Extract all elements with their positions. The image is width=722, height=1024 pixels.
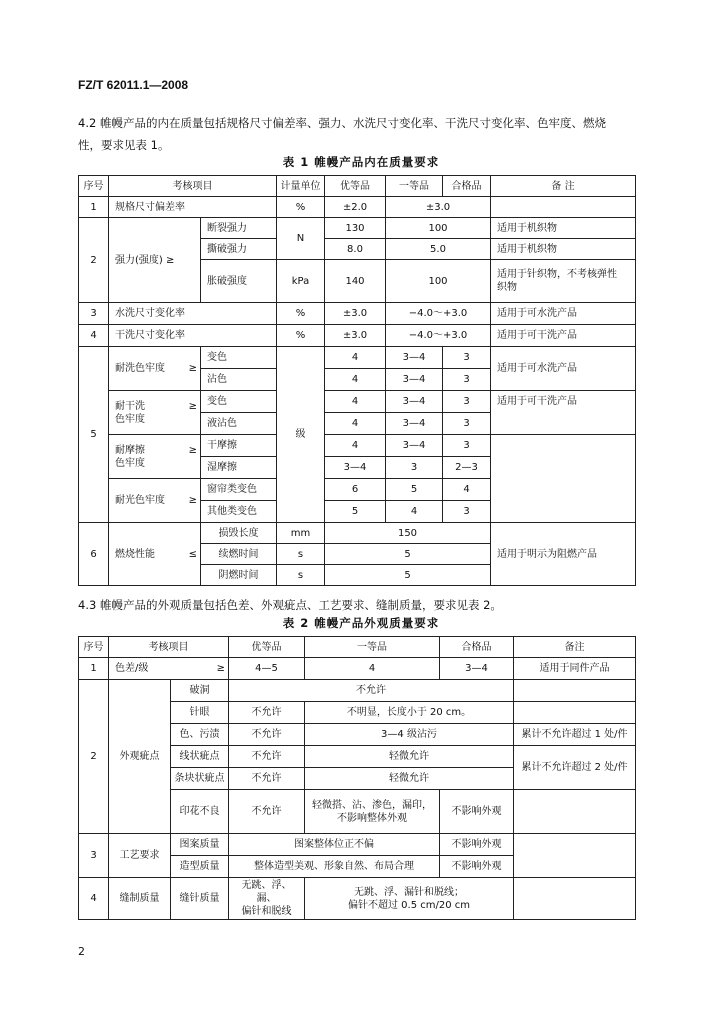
t1-r5-g4a: 窗帘类变色 <box>201 479 277 501</box>
t2-r4-fq-line2: 偏针不超过 0.5 cm/20 cm <box>347 899 470 911</box>
table-row <box>79 878 636 920</box>
t1-r5-g2a-qual: 3 <box>443 391 491 413</box>
t2-header-remark: 备注 <box>514 637 636 658</box>
t1-header-no: 序号 <box>79 176 109 197</box>
t2-r4-item: 缝制质量 <box>109 878 171 920</box>
table-1 <box>78 175 636 586</box>
t1-r2-a-superior: 130 <box>325 218 386 239</box>
t1-r5-g1b-first: 3—4 <box>386 369 443 391</box>
section-4-3-text: 4.3 帷幔产品的外观质量包括色差、外观疵点、工艺要求、缝制质量，要求见表 2。 <box>78 598 502 612</box>
t1-header-superior: 优等品 <box>325 176 386 197</box>
table-row <box>79 834 636 856</box>
table-row <box>79 303 636 325</box>
t1-r3-item: 水洗尺寸变化率 <box>109 303 277 325</box>
t1-r6-le: ≤ <box>188 548 197 560</box>
t2-r2-e-first-qualified: 轻微允许 <box>305 768 514 790</box>
t1-r2-b-remark: 适用于机织物 <box>491 239 636 260</box>
section-4-2-line1: 4.2 帷幔产品的内在质量包括规格尺寸偏差率、强力、水洗尺寸变化率、干洗尺寸变化率、色牢度、燃烧 <box>78 116 606 130</box>
t1-r5-g1 <box>109 347 201 391</box>
t1-r5-g1b: 沾色 <box>201 369 277 391</box>
t2-r2-b-superior: 不允许 <box>229 702 305 724</box>
t2-r1-no: 1 <box>79 658 109 680</box>
t1-r6-no: 6 <box>79 523 109 586</box>
t2-r2-f-remark <box>514 790 636 834</box>
t1-r5-g3a: 干摩擦 <box>201 435 277 457</box>
t1-r3-remark: 适用于可水洗产品 <box>491 303 636 325</box>
t2-r4-a: 缝针质量 <box>171 878 229 920</box>
t1-r5-g2-label-b: 色牢度 <box>115 413 145 425</box>
t2-r1-item <box>109 658 229 680</box>
t1-r5-g4b: 其他类变色 <box>201 501 277 523</box>
t2-r2-e-superior: 不允许 <box>229 768 305 790</box>
t1-r6-b: 续燃时间 <box>201 544 277 565</box>
t1-r5-g4-ge: ≥ <box>188 495 197 506</box>
page-number: 2 <box>78 945 85 958</box>
t1-r5-g4b-qual: 3 <box>443 501 491 523</box>
t1-r5-g2b: 液沾色 <box>201 413 277 435</box>
table-row <box>79 658 636 680</box>
t1-r5-g3b: 湿摩擦 <box>201 457 277 479</box>
t1-r5-g1b-sup: 4 <box>325 369 386 391</box>
t1-r6-item-label: 燃烧性能 <box>115 548 155 560</box>
table-row <box>79 680 636 702</box>
t1-r5-g1a-sup: 4 <box>325 347 386 369</box>
t1-r5-g3a-qual: 3 <box>443 435 491 457</box>
t1-r2-a-remark: 适用于机织物 <box>491 218 636 239</box>
t2-r1-first: 4 <box>305 658 440 680</box>
t1-r2-unit-kpa: kPa <box>277 260 325 303</box>
t2-r3-remark <box>514 834 636 878</box>
t2-r3-item: 工艺要求 <box>109 834 171 878</box>
t2-r2-f-first-line2: 不影响整体外观 <box>337 812 407 824</box>
t1-r3-superior: ±3.0 <box>325 303 386 325</box>
t1-r5-g2b-qual: 3 <box>443 413 491 435</box>
t2-r3-a-superior-first: 图案整体位正不偏 <box>229 834 440 856</box>
t2-r2-a-remark <box>514 680 636 702</box>
t2-r3-b-superior-first: 整体造型美观、形象自然、布局合理 <box>229 856 440 878</box>
t1-r5-g4-label: 耐光色牢度 <box>115 495 165 506</box>
t1-header-first: 一等品 <box>386 176 443 197</box>
t1-r1-superior: ±2.0 <box>325 197 386 218</box>
t1-r5-g2a-sup: 4 <box>325 391 386 413</box>
t1-r5-g2-ge: ≥ <box>188 400 197 412</box>
section-4-2-line2: 性，要求见表 1。 <box>78 138 170 152</box>
table-row <box>79 435 636 457</box>
t2-r2-no: 2 <box>79 680 109 834</box>
t2-r2-e: 条块状疵点 <box>171 768 229 790</box>
t2-header-superior: 优等品 <box>229 637 305 658</box>
t1-r6-vc: 5 <box>325 565 491 586</box>
t1-r5-g2b-sup: 4 <box>325 413 386 435</box>
t1-r5-g2a-first: 3—4 <box>386 391 443 413</box>
t1-r1-item: 规格尺寸偏差率 <box>109 197 277 218</box>
t1-r5-g1a-qual: 3 <box>443 347 491 369</box>
t1-r6-uc: s <box>277 565 325 586</box>
table-row <box>79 197 636 218</box>
t2-r4-fq-line1: 无跳、浮、漏针和脱线； <box>354 886 464 898</box>
t2-header-item: 考核项目 <box>109 637 229 658</box>
t1-r4-first-qualified: −4.0～+3.0 <box>386 325 491 347</box>
t1-r5-g4a-qual: 4 <box>443 479 491 501</box>
t2-r1-ge: ≥ <box>216 663 225 674</box>
t2-r2-c-remark: 累计不允许超过 1 处/件 <box>514 724 636 746</box>
t1-r2-c-superior: 140 <box>325 260 386 303</box>
t2-r2-d: 线状疵点 <box>171 746 229 768</box>
t1-r5-g3-label-a: 耐摩擦 <box>115 444 145 456</box>
t1-r2-break-strength: 断裂强力 <box>201 218 277 239</box>
t2-r4-first-qualified <box>305 878 514 920</box>
t1-r5-g2 <box>109 391 201 435</box>
t1-r6-remark: 适用于明示为阻燃产品 <box>491 523 636 586</box>
table-row <box>79 347 636 369</box>
t2-r2-b: 针眼 <box>171 702 229 724</box>
t2-r2-d-superior: 不允许 <box>229 746 305 768</box>
t1-r6-ua: mm <box>277 523 325 544</box>
t1-r2-c-first-qualified: 100 <box>386 260 491 303</box>
t2-r1-qualified: 3—4 <box>440 658 514 680</box>
t1-r2-ge: ≥ <box>166 254 175 266</box>
t1-r2-burst-strength: 胀破强度 <box>201 260 277 303</box>
t1-r5-g2-label-a: 耐干洗 <box>115 400 145 412</box>
t1-r2-a-first-qualified: 100 <box>386 218 491 239</box>
t1-r2-item <box>109 218 201 303</box>
t2-r4-superior-line1: 无跳、浮、漏、 <box>241 880 292 904</box>
table-row <box>79 391 636 413</box>
t1-r5-g2-remark: 适用于可干洗产品 <box>491 391 636 435</box>
t1-r6-item <box>109 523 201 586</box>
t1-r5-g3 <box>109 435 201 479</box>
t1-r5-g3-label-b: 色牢度 <box>115 457 145 469</box>
t2-header-first: 一等品 <box>305 637 440 658</box>
t1-r6-c: 阴燃时间 <box>201 565 277 586</box>
t1-r5-g1a: 变色 <box>201 347 277 369</box>
t1-r5-g3b-qual: 2—3 <box>443 457 491 479</box>
t1-r5-g4 <box>109 479 201 523</box>
t1-header-item: 考核项目 <box>109 176 277 197</box>
t1-r5-g3b-sup: 3—4 <box>325 457 386 479</box>
t1-header-qualified: 合格品 <box>443 176 491 197</box>
t1-r1-first-qualified: ±3.0 <box>386 197 491 218</box>
t1-r5-unit: 级 <box>277 347 325 523</box>
t1-header-remark: 备 注 <box>491 176 636 197</box>
t1-r5-g4b-sup: 5 <box>325 501 386 523</box>
t2-r2-de-remark: 累计不允许超过 2 处/件 <box>514 746 636 790</box>
t1-r1-unit: % <box>277 197 325 218</box>
t1-r2-c-remark-2: 织物 <box>497 282 517 293</box>
t1-header-unit: 计量单位 <box>277 176 325 197</box>
t1-r4-remark: 适用于可干洗产品 <box>491 325 636 347</box>
t1-r5-g1-remark: 适用于可水洗产品 <box>491 347 636 391</box>
section-4-2-text <box>78 112 643 156</box>
t1-r4-no: 4 <box>79 325 109 347</box>
t1-r6-ub: s <box>277 544 325 565</box>
t1-r4-item: 干洗尺寸变化率 <box>109 325 277 347</box>
t2-r4-superior-line2: 偏针和脱线 <box>241 906 292 917</box>
t1-r2-tear-strength: 撕破强力 <box>201 239 277 260</box>
table-2 <box>78 636 636 920</box>
t1-r5-g4a-first: 5 <box>386 479 443 501</box>
t1-r5-g3-ge: ≥ <box>188 444 197 456</box>
t2-r3-a-qualified: 不影响外观 <box>440 834 514 856</box>
table-2-caption: 表 2 帷幔产品外观质量要求 <box>282 616 440 630</box>
t2-r2-c-first-qualified: 3—4 级沾污 <box>305 724 514 746</box>
t2-r2-item: 外观疵点 <box>109 680 171 834</box>
t1-r2-unit-n: N <box>277 218 325 260</box>
t2-r2-f-qualified: 不影响外观 <box>440 790 514 834</box>
t2-r4-no: 4 <box>79 878 109 920</box>
t2-r2-f: 印花不良 <box>171 790 229 834</box>
t1-r5-g2a: 变色 <box>201 391 277 413</box>
t1-r5-g1b-qual: 3 <box>443 369 491 391</box>
t1-r5-g4b-first: 4 <box>386 501 443 523</box>
t2-r2-c: 色、污渍 <box>171 724 229 746</box>
t1-r2-item-label: 强力(强度) <box>115 254 163 266</box>
table-row <box>79 325 636 347</box>
t1-r4-unit: % <box>277 325 325 347</box>
t2-r4-remark <box>514 878 636 920</box>
t1-r5-g34-remark <box>491 435 636 523</box>
t1-r2-b-superior: 8.0 <box>325 239 386 260</box>
t2-r1-remark: 适用于同件产品 <box>514 658 636 680</box>
t2-r2-f-first <box>305 790 440 834</box>
t2-header-no: 序号 <box>79 637 109 658</box>
t1-r1-no: 1 <box>79 197 109 218</box>
t1-r2-c-remark <box>491 260 636 303</box>
t1-r6-va: 150 <box>325 523 491 544</box>
t1-r5-g3a-sup: 4 <box>325 435 386 457</box>
t2-r2-b-first-qualified: 不明显，长度小于 20 cm。 <box>305 702 514 724</box>
t2-r3-b-qualified: 不影响外观 <box>440 856 514 878</box>
table-row <box>79 523 636 544</box>
t1-r5-g3a-first: 3—4 <box>386 435 443 457</box>
t1-r3-unit: % <box>277 303 325 325</box>
t1-r5-g1-label: 耐洗色牢度 <box>115 363 165 374</box>
t2-r4-superior <box>229 878 305 920</box>
t2-r2-d-first-qualified: 轻微允许 <box>305 746 514 768</box>
t1-r4-superior: ±3.0 <box>325 325 386 347</box>
table-1-header-row <box>79 176 636 197</box>
t1-r5-g1a-first: 3—4 <box>386 347 443 369</box>
t1-r2-c-remark-1: 适用于针织物，不考核弹性 <box>497 269 617 280</box>
t2-r2-a: 破洞 <box>171 680 229 702</box>
t2-r2-c-superior: 不允许 <box>229 724 305 746</box>
t2-r2-f-superior: 不允许 <box>229 790 305 834</box>
t2-r1-item-label: 色差/级 <box>115 663 149 674</box>
t1-r3-no: 3 <box>79 303 109 325</box>
t1-r5-g4a-sup: 6 <box>325 479 386 501</box>
table-row <box>79 218 636 239</box>
t1-r6-a: 损毁长度 <box>201 523 277 544</box>
t2-r3-no: 3 <box>79 834 109 878</box>
t2-header-qualified: 合格品 <box>440 637 514 658</box>
standard-number: FZ/T 62011.1—2008 <box>78 78 189 92</box>
t1-r6-vb: 5 <box>325 544 491 565</box>
table-2-header-row <box>79 637 636 658</box>
t2-r2-b-remark <box>514 702 636 724</box>
t1-r1-remark <box>491 197 636 218</box>
t1-r5-g2b-first: 3—4 <box>386 413 443 435</box>
t1-r5-g1-ge: ≥ <box>188 363 197 374</box>
t2-r2-a-all: 不允许 <box>229 680 514 702</box>
t2-r2-f-first-line1: 轻微搭、沾、渗色，漏印， <box>312 799 432 811</box>
t2-r1-superior: 4—5 <box>229 658 305 680</box>
t1-r2-b-first-qualified: 5.0 <box>386 239 491 260</box>
t1-r2-no: 2 <box>79 218 109 303</box>
table-1-caption: 表 1 帷幔产品内在质量要求 <box>282 155 440 169</box>
t2-r3-b: 造型质量 <box>171 856 229 878</box>
t1-r3-first-qualified: −4.0～+3.0 <box>386 303 491 325</box>
t1-r5-g3b-first: 3 <box>386 457 443 479</box>
t2-r3-a: 图案质量 <box>171 834 229 856</box>
t1-r5-no: 5 <box>79 347 109 523</box>
